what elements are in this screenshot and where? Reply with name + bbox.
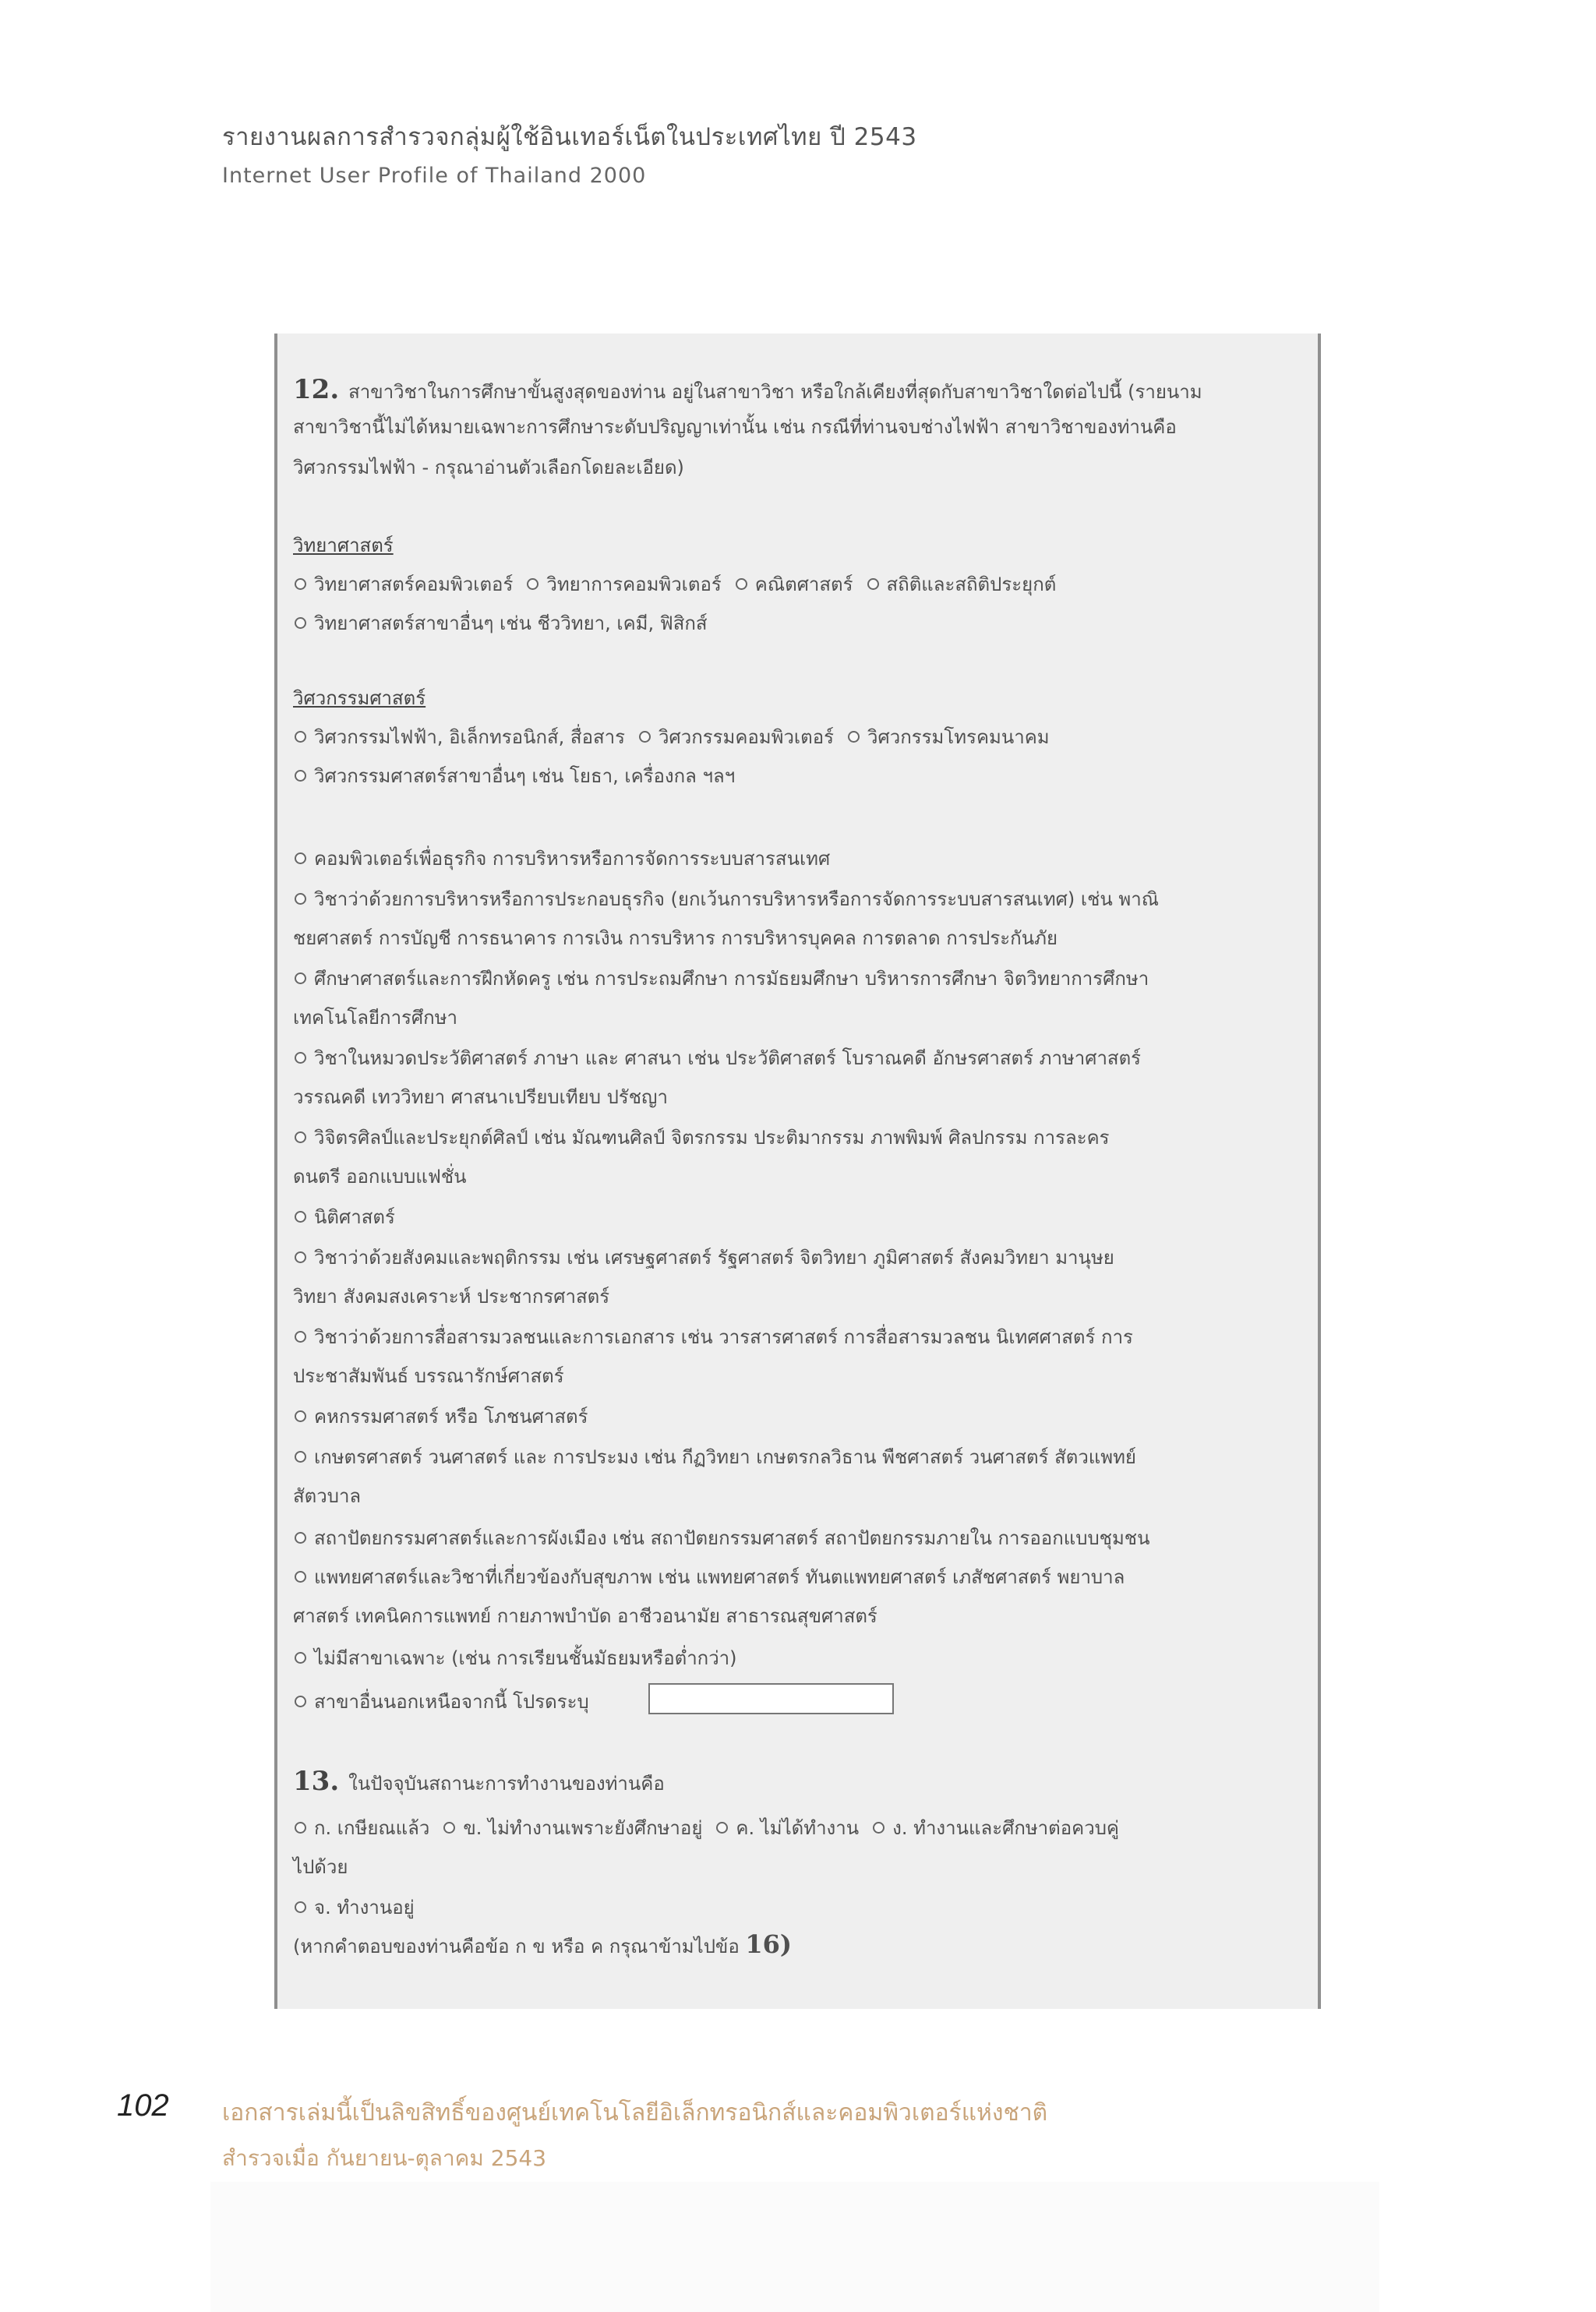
radio-health[interactable] xyxy=(295,1571,306,1583)
engineering-options-row-1: วิศวกรรมไฟฟ้า, อิเล็กทรอนิกส์, สื่อสาร วิศวกรรมคอมพิวเตอร์ วิศวกรรมโทรคมนาคม xyxy=(295,722,1064,752)
option-fine-arts: วิจิตรศิลป์และประยุกต์ศิลป์ เช่น มัณฑนศิลป์ จิตรกรรม ประติมากรรม ภาพพิมพ์ ศิลปกรรม การละคร xyxy=(295,1122,1124,1152)
radio-science-other[interactable] xyxy=(295,617,306,629)
option-education-cont: เทคโนโลยีการศึกษา xyxy=(293,1007,457,1029)
option-law: นิติศาสตร์ xyxy=(295,1202,409,1232)
q13-options-row-2: จ. ทำงานอยู่ xyxy=(295,1892,429,1922)
radio-telecom-engineering[interactable] xyxy=(848,731,860,743)
option-education: ศึกษาศาสตร์และการฝึกหัดครู เช่น การประถมศึกษา การมัธยมศึกษา บริหารการศึกษา จิตวิทยาการศึกษา xyxy=(295,963,1163,994)
option-agriculture: เกษตรศาสตร์ วนศาสตร์ และ การประมง เช่น กีฏวิทยา เกษตรกลวิธาน พืชศาสตร์ วนศาสตร์ สัตวแพทย์ xyxy=(295,1442,1150,1472)
q12-text-line-1: 12. สาขาวิชาในการศึกษาขั้นสูงสุดของท่าน อยู่ในสาขาวิชา หรือใกล้เคียงที่สุดกับสาขาวิชาใดต่อไปนี้ (รายนาม xyxy=(293,374,1202,405)
q12-text-line-3: วิศวกรรมไฟฟ้า - กรุณาอ่านตัวเลือกโดยละเอียด) xyxy=(293,457,684,478)
radio-home-economics[interactable] xyxy=(295,1410,306,1422)
report-title-english: Internet User Profile of Thailand 2000 xyxy=(222,164,647,188)
radio-engineering-other[interactable] xyxy=(295,770,306,782)
radio-working[interactable] xyxy=(295,1901,306,1913)
option-home-economics: คหกรรมศาสตร์ หรือ โภชนศาสตร์ xyxy=(295,1401,602,1431)
science-options-row-1: วิทยาศาสตร์คอมพิวเตอร์ วิทยาการคอมพิวเตอร์ คณิตศาสตร์ สถิติและสถิติประยุกต์ xyxy=(295,569,1070,599)
radio-not-working[interactable] xyxy=(716,1822,728,1834)
option-humanities-cont: วรรณคดี เทววิทยา ศาสนาเปรียบเทียบ ปรัชญา xyxy=(293,1086,668,1108)
science-options-row-2: วิทยาศาสตร์สาขาอื่นๆ เช่น ชีววิทยา, เคมี, ฟิสิกส์ xyxy=(295,608,722,638)
bottom-margin xyxy=(210,2182,1379,2312)
radio-computer-engineering[interactable] xyxy=(639,731,651,743)
radio-no-major[interactable] xyxy=(295,1652,306,1664)
radio-architecture[interactable] xyxy=(295,1532,306,1544)
report-title-thai: รายงานผลการสำรวจกลุ่มผู้ใช้อินเทอร์เน็ตในประเทศไทย ปี 2543 xyxy=(222,123,917,151)
q13-number: 13. xyxy=(293,1766,340,1797)
radio-other-specify[interactable] xyxy=(295,1696,306,1707)
q13-text: 13. ในปัจจุบันสถานะการทำงานของท่านคือ xyxy=(293,1766,665,1797)
other-major-input[interactable] xyxy=(648,1683,894,1714)
option-communication-cont: ประชาสัมพันธ์ บรรณารักษ์ศาสตร์ xyxy=(293,1365,564,1387)
q12-text-line-2: สาขาวิชานี้ไม่ได้หมายเฉพาะการศึกษาระดับปริญญาเท่านั้น เช่น กรณีที่ท่านจบช่างไฟฟ้า สาขาวิชาของท่านคือ xyxy=(293,416,1177,438)
radio-fine-arts[interactable] xyxy=(295,1131,306,1143)
radio-computer-science[interactable] xyxy=(295,578,306,590)
radio-computing[interactable] xyxy=(527,578,538,590)
survey-form-screenshot xyxy=(274,334,1321,2009)
radio-working-and-studying[interactable] xyxy=(873,1822,885,1834)
option-social-sciences: วิชาว่าด้วยสังคมและพฤติกรรม เช่น เศรษฐศาสตร์ รัฐศาสตร์ จิตวิทยา ภูมิศาสตร์ สังคมวิทยา มานุษย xyxy=(295,1242,1128,1272)
radio-social-sciences[interactable] xyxy=(295,1251,306,1263)
radio-agriculture[interactable] xyxy=(295,1451,306,1463)
option-social-sciences-cont: วิทยา สังคมสงเคราะห์ ประชากรศาสตร์ xyxy=(293,1286,610,1308)
radio-education[interactable] xyxy=(295,972,306,984)
option-health-cont: ศาสตร์ เทคนิคการแพทย์ กายภาพบำบัด อาชีวอนามัย สาธารณสุขศาสตร์ xyxy=(293,1605,877,1627)
option-business-cont: ชยศาสตร์ การบัญชี การธนาคาร การเงิน การบริหาร การบริหารบุคคล การตลาด การประกันภัย xyxy=(293,927,1058,949)
copyright-notice: เอกสารเล่มนี้เป็นลิขสิทธิ์ของศูนย์เทคโนโลยีอิเล็กทรอนิกส์และคอมพิวเตอร์แห่งชาติ xyxy=(222,2099,1048,2127)
engineering-heading: วิศวกรรมศาสตร์ xyxy=(293,687,426,709)
option-business: วิชาว่าด้วยการบริหารหรือการประกอบธุรกิจ (ยกเว้นการบริหารหรือการจัดการระบบสารสนเทศ) เช่น พาณิ xyxy=(295,884,1173,914)
engineering-options-row-2: วิศวกรรมศาสตร์สาขาอื่นๆ เช่น โยธา, เครื่องกล ฯลฯ xyxy=(295,761,749,791)
option-computer-business: คอมพิวเตอร์เพื่อธุรกิจ การบริหารหรือการจัดการระบบสารสนเทศ xyxy=(295,843,844,874)
option-humanities: วิชาในหมวดประวัติศาสตร์ ภาษา และ ศาสนา เช่น ประวัติศาสตร์ โบราณคดี อักษรศาสตร์ ภาษาศาสตร์ xyxy=(295,1043,1155,1073)
radio-statistics[interactable] xyxy=(867,578,879,590)
radio-retired[interactable] xyxy=(295,1822,306,1834)
option-other-specify: สาขาอื่นนอกเหนือจากนี้ โปรดระบุ xyxy=(295,1686,603,1717)
radio-business[interactable] xyxy=(295,893,306,905)
q12-number: 12. xyxy=(293,374,340,405)
q13-options-row-1: ก. เกษียณแล้ว ข. ไม่ทำงานเพราะยังศึกษาอยู่ ค. ไม่ได้ทำงาน ง. ทำงานและศึกษาต่อควบคู่ xyxy=(295,1813,1133,1843)
option-fine-arts-cont: ดนตรี ออกแบบแฟชั่น xyxy=(293,1166,467,1188)
option-agriculture-cont: สัตวบาล xyxy=(293,1485,362,1507)
survey-date: สำรวจเมื่อ กันยายน-ตุลาคม 2543 xyxy=(222,2145,547,2171)
option-architecture: สถาปัตยกรรมศาสตร์และการผังเมือง เช่น สถาปัตยกรรมศาสตร์ สถาปัตยกรรมภายใน การออกแบบชุมชน xyxy=(295,1523,1164,1553)
radio-mathematics[interactable] xyxy=(736,578,747,590)
q13-options-row-1-cont: ไปด้วย xyxy=(293,1856,348,1878)
option-health: แพทยศาสตร์และวิชาที่เกี่ยวข้องกับสุขภาพ เช่น แพทยศาสตร์ ทันตแพทยศาสตร์ เภสัชศาสตร์ พยาบาล xyxy=(295,1562,1139,1592)
q13-skip-note: (หากคำตอบของท่านคือข้อ ก ข หรือ ค กรุณาข้ามไปข้อ 16) xyxy=(293,1929,793,1959)
radio-humanities[interactable] xyxy=(295,1052,306,1064)
radio-computer-business[interactable] xyxy=(295,852,306,864)
radio-electrical-engineering[interactable] xyxy=(295,731,306,743)
option-communication: วิชาว่าด้วยการสื่อสารมวลชนและการเอกสาร เช่น วารสารศาสตร์ การสื่อสารมวลชน นิเทศศาสตร์ การ xyxy=(295,1322,1147,1352)
science-heading: วิทยาศาสตร์ xyxy=(293,535,394,556)
page-number: 102 xyxy=(117,2088,169,2123)
radio-law[interactable] xyxy=(295,1211,306,1223)
radio-studying[interactable] xyxy=(443,1822,455,1834)
radio-communication[interactable] xyxy=(295,1331,306,1343)
option-no-major: ไม่มีสาขาเฉพาะ (เช่น การเรียนชั้นมัธยมหรือต่ำกว่า) xyxy=(295,1643,751,1673)
